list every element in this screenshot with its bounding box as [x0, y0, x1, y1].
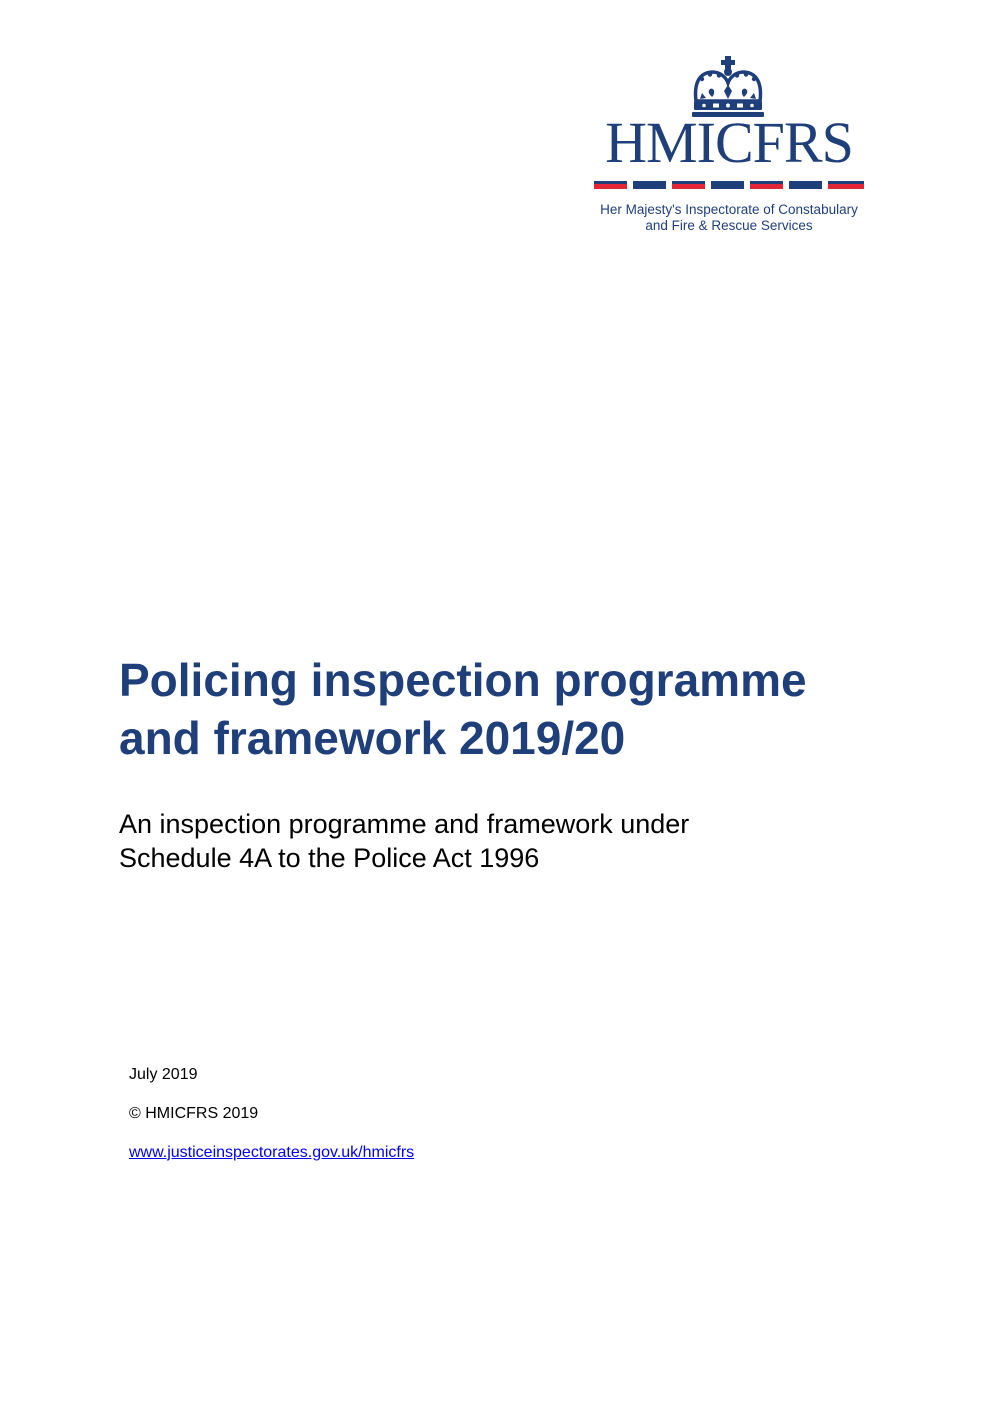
logo-tagline-line1: Her Majesty's Inspectorate of Constabulary — [600, 202, 858, 217]
website-link[interactable]: www.justiceinspectorates.gov.uk/hmicfrs — [129, 1144, 415, 1161]
logo-wordmark: HMICFRS — [605, 110, 853, 175]
document-title-line2: and framework 2019/20 — [119, 712, 626, 764]
logo-tagline-line2: and Fire & Rescue Services — [645, 218, 813, 233]
hmicfrs-logo — [588, 55, 870, 240]
copyright-notice: © HMICFRS 2019 — [129, 1105, 259, 1122]
publication-date: July 2019 — [129, 1066, 198, 1083]
document-subtitle-line1: An inspection programme and framework under — [119, 809, 690, 839]
document-subtitle-line2: Schedule 4A to the Police Act 1996 — [119, 843, 540, 873]
document-title — [119, 651, 919, 767]
logo-stripes — [594, 181, 864, 189]
logo-tagline — [588, 202, 870, 234]
document-title-line1: Policing inspection programme — [119, 654, 807, 706]
document-subtitle — [119, 807, 919, 875]
